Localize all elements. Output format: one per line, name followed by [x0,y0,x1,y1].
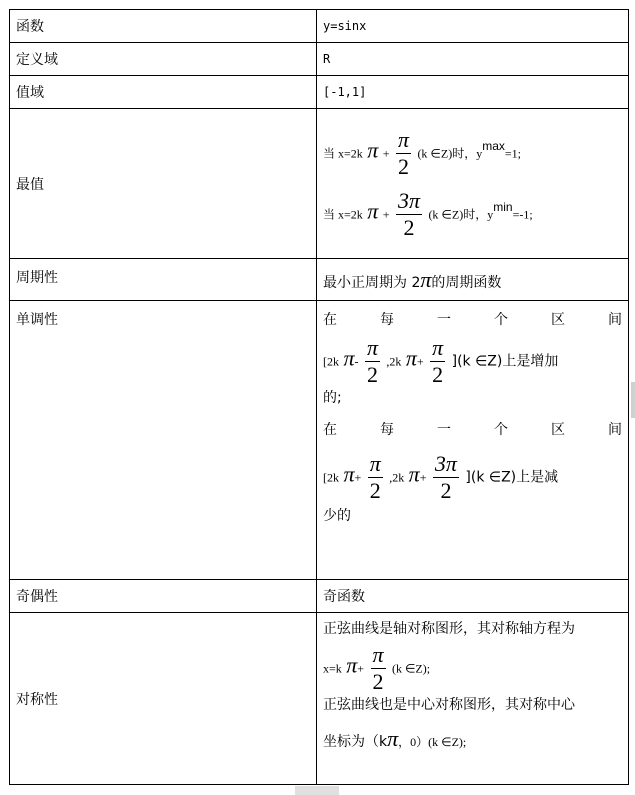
max-line: 当 x=2k π + $\frac{\pi}{2}$ (k ∈Z)时，ymax=1; [323,126,521,179]
axis-text: 正弦曲线是轴对称图形，其对称轴方程为 [323,621,575,637]
label-cell: 周期性 [10,259,317,301]
table-row [10,76,629,109]
value-cell: 最小正周期为 2π的周期函数 [317,259,629,301]
table-row [10,613,629,785]
increasing-interval: [2k π- $\frac{\pi}{2}$ ,2k π+ $\frac{\pi}{2}$ ](k ∈Z)上是增加 [323,335,559,387]
value-cell: 奇函数 [317,580,629,613]
value-cell [317,301,629,580]
sine-properties-table [9,9,629,785]
label-cell: 值域 [10,76,317,109]
label-cell: 单调性 [10,301,317,580]
justified-line: 在 每 一 个 区 间 [323,421,622,438]
value-cell [317,613,629,785]
fraction: $\frac{\pi}{2}$ [366,335,378,387]
table-row [10,10,629,43]
edge-scrollbar-mark [631,382,635,418]
fraction: $\frac{\pi}{2}$ [372,641,384,694]
table-row [10,259,629,301]
fraction: $\frac{\pi}{2}$ [397,126,409,179]
center-text: 正弦曲线也是中心对称图形，其对称中心 [323,696,575,713]
edge-scrollbar-mark [295,786,339,795]
fraction: $\frac{3\pi}{2}$ [434,450,457,503]
value-cell: R [317,43,629,76]
label-cell: 对称性 [10,613,317,785]
value-cell: [-1,1] [317,76,629,109]
label-cell: 最值 [10,109,317,259]
label-cell: 定义域 [10,43,317,76]
table-row [10,301,629,580]
continuation-text: 少的 [323,507,351,524]
fraction: $\frac{\pi}{2}$ [369,450,381,503]
table-row [10,43,629,76]
axis-equation: x=k π+ $\frac{\pi}{2}$ (k ∈Z); [323,641,431,694]
fraction: $\frac{3\pi}{2}$ [397,187,420,240]
table-row [10,109,629,259]
label-cell: 函数 [10,10,317,43]
center-coordinates: 坐标为（kπ，0）(k ∈Z); [323,725,467,751]
justified-line: 在 每 一 个 区 间 [323,312,622,328]
value-cell: y=sinx [317,10,629,43]
continuation-text: 的; [323,390,342,406]
value-cell [317,109,629,259]
label-cell: 奇偶性 [10,580,317,613]
decreasing-interval: [2k π+ $\frac{\pi}{2}$ ,2k π+ $\frac{3\pi}{2}$ ](k ∈Z)上是减 [323,450,559,503]
min-line: 当 x=2k π + $\frac{3\pi}{2}$ (k ∈Z)时，ymin=-1; [323,187,533,240]
fraction: $\frac{\pi}{2}$ [432,335,444,387]
table-row [10,580,629,613]
